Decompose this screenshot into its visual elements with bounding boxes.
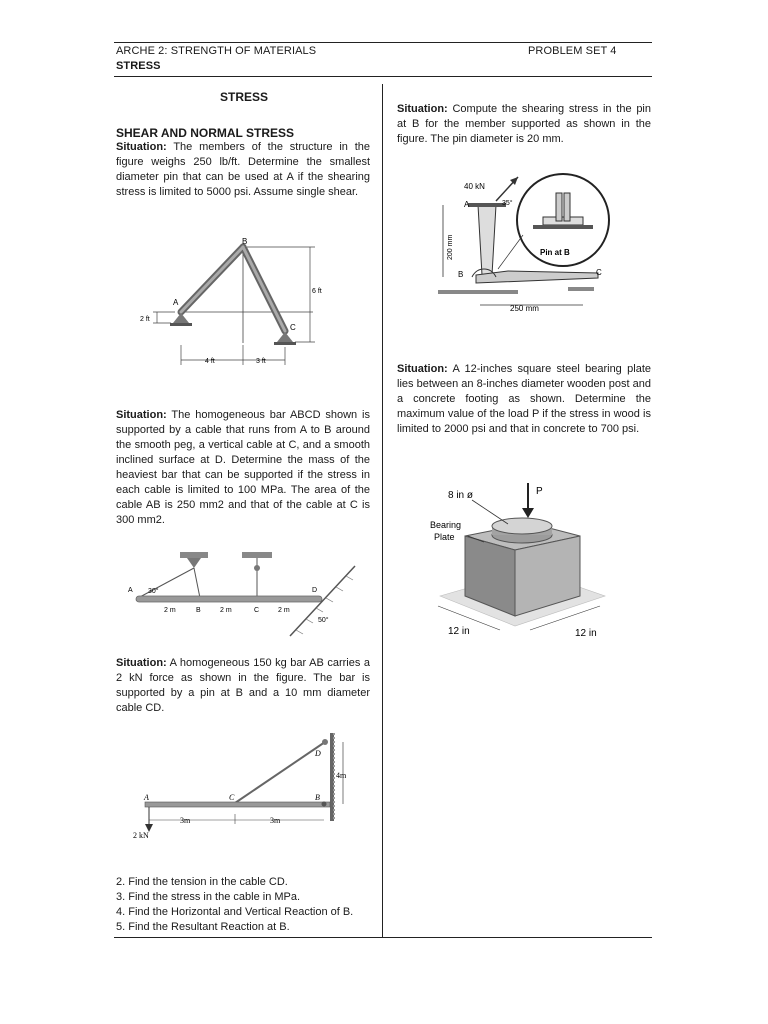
situation-text: Compute the shearing stress in the pin at B for the member supported as shown in the figure. The pin diameter is 20 mm. [397, 103, 651, 145]
dim-3: 2 m [278, 607, 290, 614]
dim-right: 6 ft [312, 288, 322, 295]
question-3: 3. Find the stress in the cable in MPa. [116, 891, 301, 903]
problem-set-label: PROBLEM SET 4 [528, 45, 617, 57]
dim-1: 2 m [164, 607, 176, 614]
height-label: 200 mm [447, 234, 454, 260]
situation-1 [116, 140, 370, 200]
plate-label-2: Plate [434, 532, 455, 542]
dim-ab: 4 ft [205, 358, 215, 365]
callout-label: Pin at B [540, 248, 570, 257]
situation-text: The homogeneous bar ABCD shown is supported by a cable that runs from A to B around the smooth peg, a vertical cable at C, and a smooth inclined surface at D. Determine the mass of the heaviest bar that can be supported if the stress in each cable is limited to 100 MPa. The area of the cable AB is 250 mm2 and that of the cable at C is 300 mm2. [116, 409, 370, 526]
figure-bar-cable [125, 728, 360, 843]
situation-label: Situation: [397, 363, 448, 375]
section-heading: STRESS [220, 90, 269, 104]
figure-bar-abcd [120, 548, 370, 640]
situation-label: Situation: [397, 103, 448, 115]
label-c: C [229, 793, 235, 802]
label-b: B [315, 793, 320, 802]
situation-2 [116, 408, 370, 528]
questions-list [116, 875, 378, 935]
header-bottom-rule [114, 76, 652, 77]
label-c: C [290, 323, 296, 332]
dim-1: 3m [180, 816, 191, 825]
force-label: 40 kN [464, 182, 485, 191]
width-2: 12 in [575, 628, 597, 639]
width-label: 250 mm [510, 304, 539, 313]
header-top-rule [114, 42, 652, 43]
situation-text: The members of the structure in the figure weighs 250 lb/ft. Determine the smallest diameter pin that can be used at A if the shearing stress is limited to 5000 psi. Assume single shear. [116, 141, 370, 198]
situation-4 [397, 102, 651, 147]
figure-pin-at-b [398, 165, 650, 317]
label-a: A [464, 200, 470, 209]
question-2: 2. Find the tension in the cable CD. [116, 876, 288, 888]
width-1: 12 in [448, 626, 470, 637]
angle2-label: 50° [318, 617, 329, 624]
plate-label-1: Bearing [430, 520, 462, 530]
dim-left: 2 ft [140, 316, 150, 323]
figure-bearing-plate [420, 478, 620, 643]
label-d: D [312, 587, 318, 594]
label-d: D [315, 749, 321, 758]
label-a: A [128, 587, 133, 594]
situation-5 [397, 362, 651, 437]
situation-text: A 12-inches square steel bearing plate lies between an 8-inches diameter wooden post and a concrete footing as shown. Determine the maximum value of the load P if the stress in wood is limited to 2000 psi and that in concrete to 700 psi. [397, 363, 651, 435]
label-c: C [254, 607, 260, 614]
label-c: C [596, 268, 602, 277]
column-divider [382, 84, 383, 938]
height-label: 4m [336, 771, 347, 780]
situation-label: Situation: [116, 141, 167, 153]
angle-label: 35° [502, 200, 513, 207]
footer-rule [114, 937, 652, 938]
situation-3 [116, 656, 370, 716]
load-label: P [536, 486, 543, 497]
diameter-label: 8 in ø [448, 490, 474, 501]
question-4: 4. Find the Horizontal and Vertical Reaction of B. [116, 906, 354, 918]
section-subheading: SHEAR AND NORMAL STRESS [116, 126, 295, 140]
question-5: 5. Find the Resultant Reaction at B. [116, 921, 290, 933]
label-a: A [173, 298, 179, 307]
label-b: B [242, 237, 248, 246]
dim-2: 3m [270, 816, 281, 825]
label-a: A [144, 793, 149, 802]
force-label: 2 kN [133, 831, 149, 840]
topic-label: STRESS [116, 60, 161, 72]
label-b: B [458, 270, 464, 279]
situation-label: Situation: [116, 657, 167, 669]
figure-frame-truss [135, 235, 335, 370]
situation-label: Situation: [116, 409, 167, 421]
dim-2: 2 m [220, 607, 232, 614]
dim-bc: 3 ft [256, 358, 266, 365]
label-b: B [196, 607, 201, 614]
situation-text: A homogeneous 150 kg bar AB carries a 2 kN force as shown in the figure. The bar is supported by a pin at B and a 10 mm diameter cable CD. [116, 657, 370, 714]
angle-label: 30° [148, 588, 159, 595]
course-title: ARCHE 2: STRENGTH OF MATERIALS [116, 45, 317, 57]
